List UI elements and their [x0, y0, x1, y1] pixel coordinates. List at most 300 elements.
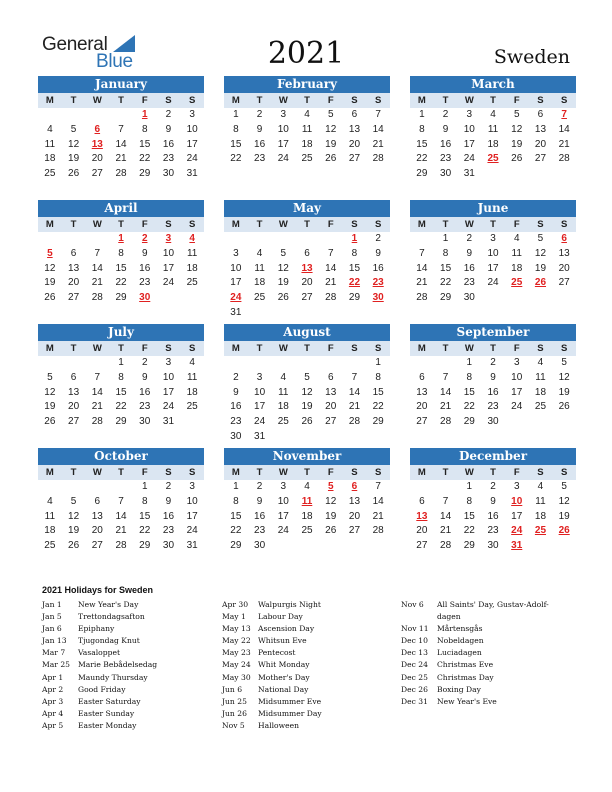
weekday-label: T: [442, 219, 449, 230]
weekday-label: T: [490, 467, 496, 478]
weekday-label: T: [304, 467, 310, 478]
weekday-label: F: [513, 95, 520, 106]
week-row: [410, 524, 576, 539]
day-cell: 12: [68, 138, 80, 150]
day-cell: 3: [466, 109, 473, 120]
week-row: [38, 510, 204, 525]
day-cell: 5: [327, 109, 334, 120]
day-cell: 21: [372, 510, 384, 522]
holiday-date: May 30: [222, 672, 251, 682]
day-cell: 5: [561, 481, 567, 492]
day-cell: [271, 232, 295, 247]
day-cell: 3: [189, 109, 195, 120]
holiday-item: [222, 647, 392, 659]
weekday-label: S: [189, 219, 196, 230]
day-cell: 12: [44, 386, 56, 398]
day-cell: 20: [68, 277, 80, 289]
day-cell: 3: [233, 247, 239, 259]
holiday-name: All Saints' Day, Gustav-Adolf-: [437, 600, 549, 609]
day-cell: 6: [70, 247, 77, 259]
day-cell: 12: [68, 510, 80, 522]
day-cell: 18: [254, 277, 266, 289]
day-cell: 24: [463, 153, 475, 165]
holiday-item: [42, 623, 212, 635]
day-cell: 2: [233, 371, 239, 383]
day-cell: 9: [165, 495, 172, 507]
day-cell: 14: [348, 386, 361, 398]
weekday-header: [224, 217, 390, 232]
holiday-date: Nov 5: [222, 720, 245, 730]
holidays-column: [401, 599, 571, 708]
day-cell: 14: [440, 510, 452, 522]
week-row: [410, 386, 576, 401]
day-cell: 29: [463, 540, 475, 552]
weekday-header: [410, 217, 576, 232]
week-row: [224, 247, 390, 262]
day-cell: 30: [254, 540, 266, 552]
holiday-date: Jan 5: [42, 612, 62, 622]
day-cell: 30: [372, 292, 384, 304]
weekday-label: M: [45, 343, 54, 354]
day-cell: 18: [186, 262, 198, 274]
day-cell: 29: [463, 416, 475, 428]
weekday-label: W: [278, 467, 288, 478]
week-row: [38, 371, 204, 386]
day-cell: 29: [115, 292, 127, 304]
day-cell: 25: [301, 153, 313, 165]
day-cell: 26: [68, 540, 80, 552]
day-cell: 21: [91, 401, 103, 413]
day-cell: 5: [561, 357, 567, 368]
day-cell: [552, 167, 576, 182]
weekday-label: M: [45, 219, 54, 230]
day-cell: 4: [47, 495, 53, 507]
day-cell: 4: [47, 123, 53, 135]
day-cell: 15: [115, 262, 127, 274]
week-row: [224, 356, 390, 371]
day-cell: 2: [490, 357, 496, 368]
day-cell: 25: [534, 401, 547, 413]
holiday-name: Whit Monday: [258, 660, 310, 670]
day-cell: 4: [490, 109, 496, 120]
day-cell: 1: [233, 481, 239, 492]
day-cell: 27: [301, 292, 313, 304]
day-cell: 4: [256, 247, 263, 259]
day-cell: 6: [94, 123, 101, 135]
day-cell: 26: [511, 153, 523, 165]
day-cell: 10: [254, 386, 266, 398]
weekday-header: [410, 341, 576, 356]
day-cell: 17: [162, 386, 175, 398]
month-september: [410, 324, 576, 430]
day-cell: 14: [416, 262, 428, 274]
day-cell: 22: [416, 153, 428, 165]
day-cell: 5: [537, 233, 544, 244]
day-cell: 26: [325, 525, 337, 537]
day-cell: 10: [162, 371, 175, 383]
day-cell: 8: [442, 247, 449, 259]
holiday-item: [401, 659, 571, 671]
day-cell: 14: [440, 386, 452, 398]
day-cell: 16: [440, 138, 452, 150]
holiday-item: [222, 599, 392, 611]
day-cell: 6: [419, 371, 425, 383]
day-cell: 11: [44, 138, 56, 150]
weekday-label: W: [92, 343, 102, 354]
holiday-date: May 13: [222, 624, 251, 634]
weekday-label: S: [537, 95, 544, 106]
day-cell: 21: [416, 277, 428, 289]
day-cell: 17: [463, 138, 475, 150]
day-cell: 19: [68, 525, 80, 537]
day-cell: 13: [91, 138, 103, 150]
holiday-item: [401, 696, 571, 708]
day-cell: 13: [534, 123, 547, 135]
day-cell: 25: [511, 277, 523, 289]
weekday-label: W: [278, 95, 288, 106]
weekday-label: W: [464, 219, 474, 230]
day-cell: 2: [141, 357, 148, 368]
logo-text-blue: Blue: [96, 51, 133, 72]
holiday-name: Luciadagen: [437, 648, 482, 658]
day-cell: 27: [68, 292, 80, 304]
week-row: [224, 306, 390, 321]
day-cell: 22: [115, 401, 127, 413]
month-title: December: [410, 448, 576, 465]
weekday-label: S: [375, 343, 382, 354]
day-cell: 20: [416, 525, 428, 537]
day-cell: 7: [442, 495, 449, 507]
day-cell: 26: [68, 168, 80, 180]
day-cell: 8: [118, 247, 124, 259]
day-cell: [295, 232, 319, 247]
day-cell: 16: [162, 510, 175, 522]
week-row: [224, 262, 390, 277]
day-cell: [295, 539, 319, 554]
day-cell: 3: [280, 109, 287, 120]
day-cell: 15: [139, 138, 151, 150]
week-row: [410, 495, 576, 510]
holiday-name: National Day: [258, 684, 309, 694]
holiday-item: [42, 684, 212, 696]
weekday-label: T: [256, 467, 263, 478]
day-cell: 10: [277, 495, 289, 507]
weekday-label: F: [513, 343, 520, 354]
day-cell: [62, 108, 86, 123]
day-cell: 23: [230, 416, 242, 428]
day-cell: 26: [44, 292, 56, 304]
week-row: [38, 291, 204, 306]
weekday-label: W: [464, 343, 474, 354]
week-row: [224, 371, 390, 386]
day-cell: 20: [348, 138, 361, 150]
day-cell: 16: [487, 510, 499, 522]
weekday-label: T: [442, 343, 449, 354]
day-cell: [552, 415, 576, 430]
weekday-label: M: [417, 467, 426, 478]
week-row: [224, 291, 390, 306]
day-cell: [529, 415, 553, 430]
holiday-name: Tjugondag Knut: [78, 636, 140, 646]
week-row: [38, 495, 204, 510]
holiday-name: Midsummer Day: [258, 708, 322, 718]
day-cell: [366, 306, 390, 321]
week-row: [38, 524, 204, 539]
holiday-item: [42, 720, 212, 732]
day-cell: 8: [351, 247, 358, 259]
holidays-column: [42, 599, 212, 732]
day-cell: 4: [537, 357, 544, 368]
weekday-label: T: [256, 219, 263, 230]
week-row: [38, 152, 204, 167]
day-cell: 15: [348, 262, 361, 274]
week-row: [224, 232, 390, 247]
day-cell: 19: [301, 401, 313, 413]
day-cell: 9: [375, 247, 381, 259]
day-cell: 7: [442, 371, 449, 383]
day-cell: 1: [118, 233, 124, 244]
week-row: [224, 386, 390, 401]
holiday-name: Boxing Day: [437, 684, 481, 694]
day-cell: 4: [304, 109, 310, 120]
weekday-label: S: [561, 343, 568, 354]
holiday-item: [222, 623, 392, 635]
weekday-label: M: [231, 343, 240, 354]
day-cell: [529, 167, 553, 182]
day-cell: 14: [91, 262, 103, 274]
day-cell: 11: [186, 371, 198, 383]
weekday-label: F: [141, 95, 148, 106]
day-cell: 25: [186, 277, 198, 289]
month-march: [410, 76, 576, 182]
day-cell: 6: [351, 109, 358, 120]
day-cell: 17: [487, 262, 499, 274]
day-cell: 7: [118, 123, 124, 135]
day-cell: 29: [348, 292, 361, 304]
holiday-item: [222, 635, 392, 647]
day-cell: 22: [463, 525, 475, 537]
page-title-year: 2021: [267, 36, 345, 71]
day-cell: 11: [301, 495, 313, 507]
day-cell: 9: [466, 247, 473, 259]
day-cell: 12: [277, 262, 289, 274]
holiday-date: Dec 24: [401, 660, 428, 670]
day-cell: 6: [70, 371, 77, 383]
week-row: [410, 400, 576, 415]
holiday-name: Mother's Day: [258, 672, 310, 682]
day-cell: 25: [44, 168, 56, 180]
day-cell: 19: [44, 277, 56, 289]
day-cell: 4: [189, 233, 195, 244]
day-cell: 21: [115, 525, 127, 537]
weekday-header: [38, 217, 204, 232]
holiday-item: [222, 611, 392, 623]
day-cell: 3: [256, 371, 263, 383]
weekday-label: T: [442, 95, 449, 106]
weekday-label: S: [165, 219, 172, 230]
holiday-date: Nov 11: [401, 624, 429, 634]
weekday-label: S: [351, 95, 358, 106]
day-cell: 11: [511, 247, 522, 259]
day-cell: 13: [325, 386, 337, 398]
day-cell: 18: [534, 386, 547, 398]
day-cell: 12: [325, 123, 337, 135]
day-cell: 10: [463, 123, 475, 135]
day-cell: 10: [162, 247, 175, 259]
day-cell: 6: [537, 109, 544, 120]
weekday-label: M: [417, 343, 426, 354]
day-cell: 24: [511, 401, 523, 413]
day-cell: 27: [325, 416, 337, 428]
day-cell: 31: [254, 430, 266, 442]
holiday-date: Apr 30: [222, 600, 249, 609]
day-cell: 24: [487, 277, 499, 289]
day-cell: 28: [440, 540, 452, 552]
day-cell: 7: [419, 247, 425, 259]
week-row: [224, 415, 390, 430]
day-cell: 15: [230, 138, 242, 150]
day-cell: 18: [277, 401, 289, 413]
day-cell: 10: [230, 262, 242, 274]
day-cell: [62, 356, 86, 371]
day-cell: 6: [419, 495, 425, 507]
day-cell: 16: [254, 510, 266, 522]
day-cell: 13: [416, 510, 428, 522]
weekday-label: M: [417, 219, 426, 230]
week-row: [38, 108, 204, 123]
holiday-name: Easter Monday: [78, 720, 137, 730]
day-cell: [434, 356, 458, 371]
week-row: [224, 400, 390, 415]
weekday-header: [224, 465, 390, 480]
weekday-label: W: [278, 343, 288, 354]
day-cell: [109, 480, 133, 495]
weekday-label: S: [351, 467, 358, 478]
holiday-date: Nov 6: [401, 600, 424, 609]
holiday-date: Dec 26: [401, 684, 428, 694]
holiday-name: Vasaloppet: [78, 648, 121, 658]
month-april: [38, 200, 204, 306]
day-cell: [224, 232, 248, 247]
month-august: [224, 324, 390, 445]
weekday-label: F: [327, 467, 334, 478]
day-cell: 8: [233, 123, 239, 135]
weekday-label: F: [327, 95, 334, 106]
holiday-date: Mar 25: [42, 660, 71, 670]
day-cell: 23: [487, 525, 499, 537]
holiday-date: Jan 13: [42, 636, 67, 646]
weekday-label: F: [327, 343, 334, 354]
month-title: August: [224, 324, 390, 341]
weekday-label: S: [561, 467, 568, 478]
day-cell: 27: [416, 540, 428, 552]
day-cell: [481, 167, 505, 182]
logo-text-general: General: [42, 34, 108, 55]
week-row: [410, 123, 576, 138]
holiday-name: Ascension Day: [258, 624, 315, 634]
week-row: [38, 386, 204, 401]
day-cell: 14: [115, 138, 127, 150]
day-cell: 1: [141, 481, 148, 492]
week-row: [224, 495, 390, 510]
weekday-label: F: [141, 219, 148, 230]
day-cell: 28: [115, 168, 127, 180]
month-may: [224, 200, 390, 321]
day-cell: 8: [375, 371, 381, 383]
day-cell: 1: [233, 109, 239, 120]
day-cell: 5: [327, 481, 334, 492]
week-row: [410, 262, 576, 277]
weekday-label: W: [92, 219, 102, 230]
month-title: January: [38, 76, 204, 93]
day-cell: 29: [416, 168, 428, 180]
day-cell: 23: [254, 153, 266, 165]
day-cell: [271, 430, 295, 445]
week-row: [410, 539, 576, 554]
day-cell: 2: [490, 481, 496, 492]
holiday-name: Nobeldagen: [437, 636, 484, 646]
day-cell: 29: [440, 292, 452, 304]
day-cell: 24: [277, 525, 289, 537]
day-cell: 10: [186, 495, 198, 507]
day-cell: 4: [304, 481, 310, 492]
day-cell: 24: [511, 525, 523, 537]
holiday-date: May 23: [222, 648, 251, 658]
day-cell: 17: [186, 138, 198, 150]
day-cell: 20: [348, 510, 361, 522]
day-cell: 30: [230, 430, 242, 442]
day-cell: 5: [304, 371, 310, 383]
weekday-label: F: [327, 219, 334, 230]
day-cell: 8: [141, 123, 148, 135]
weekday-label: S: [537, 467, 544, 478]
week-row: [410, 371, 576, 386]
day-cell: 13: [348, 495, 361, 507]
weekday-label: T: [118, 343, 124, 354]
weekday-header: [410, 93, 576, 108]
week-row: [224, 276, 390, 291]
day-cell: 4: [189, 357, 195, 368]
day-cell: [410, 356, 434, 371]
day-cell: 7: [375, 481, 381, 492]
week-row: [38, 138, 204, 153]
month-july: [38, 324, 204, 430]
day-cell: 21: [558, 138, 570, 150]
weekday-label: S: [189, 467, 196, 478]
day-cell: 19: [511, 138, 523, 150]
holiday-date: Jun 6: [222, 684, 243, 694]
holiday-item: [42, 647, 212, 659]
month-title: April: [38, 200, 204, 217]
day-cell: 24: [186, 525, 198, 537]
day-cell: 31: [162, 416, 175, 428]
weekday-label: W: [464, 467, 474, 478]
day-cell: 18: [534, 510, 547, 522]
day-cell: [552, 291, 576, 306]
day-cell: 13: [91, 510, 103, 522]
weekday-label: S: [189, 95, 196, 106]
day-cell: 9: [256, 495, 263, 507]
holiday-date: Mar 7: [42, 648, 66, 658]
day-cell: 4: [537, 481, 544, 492]
holiday-item: [401, 611, 571, 623]
holiday-item: [42, 611, 212, 623]
day-cell: 20: [325, 401, 337, 413]
week-row: [224, 480, 390, 495]
day-cell: 16: [254, 138, 266, 150]
day-cell: [343, 356, 367, 371]
day-cell: 25: [487, 153, 499, 165]
